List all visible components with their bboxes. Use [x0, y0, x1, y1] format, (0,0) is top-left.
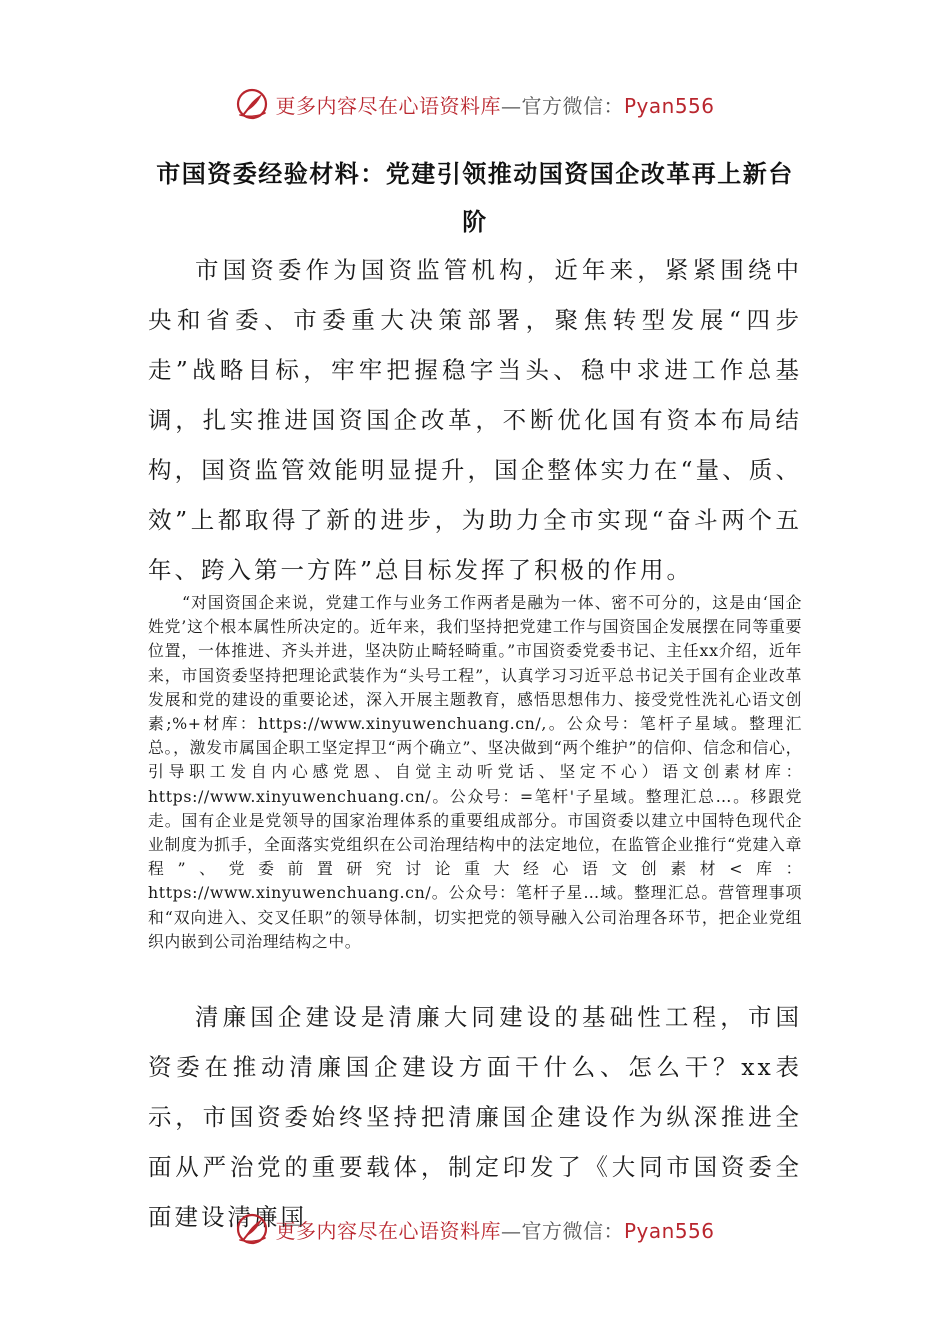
document-title: 市国资委经验材料：党建引领推动国资国企改革再上新台阶: [156, 160, 794, 236]
banner-dash: —: [500, 1218, 522, 1243]
quill-pen-logo-icon: [235, 87, 269, 121]
banner-content: [235, 87, 714, 121]
banner-sub-text: 官方微信：: [521, 93, 624, 118]
banner-wechat-id: Pyan556: [623, 1218, 715, 1243]
banner-main-text: 更多内容尽在心语资料库: [275, 1218, 501, 1243]
banner-wechat-id: Pyan556: [623, 93, 715, 118]
paragraph-intro: 市国资委作为国资监管机构，近年来，紧紧围绕中央和省委、市委重大决策部署，聚焦转型发展“四步走”战略目标，牢牢把握稳字当头、稳中求进工作总基调，扎实推进国资国企改革，不断优化国有资本布局结构，国资监管效能明显提升，国企整体实力在“量、质、效”上都取得了新的进步，为助力全市实现“奋斗两个五年、跨入第一方阵”总目标发挥了积极的作用。: [148, 256, 802, 584]
banner-content: [235, 1212, 714, 1246]
banner-dash: —: [500, 93, 522, 118]
paragraph-clean-enterprise: 清廉国企建设是清廉大同建设的基础性工程，市国资委在推动清廉国企建设方面干什么、怎么干？xx表示，市国资委始终坚持把清廉国企建设作为纵深推进全面从严治党的重要载体，制定印发了《大同市国资委全面建设清廉国: [148, 1003, 802, 1231]
footer-banner: [0, 1209, 950, 1249]
banner-text: [275, 90, 714, 119]
header-banner: [0, 84, 950, 124]
banner-sub-text: 官方微信：: [521, 1218, 624, 1243]
banner-text: [275, 1215, 714, 1244]
paragraph-party-building: “对国资国企来说，党建工作与业务工作两者是融为一体、密不可分的，这是由‘国企姓党’这个根本属性所决定的。近年来，我们坚持把党建工作与国资国企发展摆在同等重要位置，一体推进、齐头并进，坚决防止畸轻畸重。”市国资委党委书记、主任xx介绍，近年来，市国资委坚持把理论武装作为“头号工程”，认真学习习近平总书记关于国有企业改革发展和党的建设的重要论述，深入开展主题教育，感悟思想伟力、接受党性洗礼心语文创素;%+材库：https://www.xinyuwenchuang.cn/,。公众号：笔杆子星域。整理汇总。，激发市属国企职工坚定捍卫“两个确立”、坚决做到“两个维护”的信仰、信念和信心，引导职工发自内心感党恩、自觉主动听党话、坚定不心）语文创素材库：https://www.xinyuwenchuang.cn/。公众号：=笔杆'子星域。整理汇总…。移跟党走。国有企业是党领导的国家治理体系的重要组成部分。市国资委以建立中国特色现代企业制度为抓手，全面落实党组织在公司治理结构中的法定地位，在监管企业推行“党建入章程”、党委前置研究讨论重大经心语文创素材<库：https://www.xinyuwenchuang.cn/。公众号：笔杆子星…域。整理汇总。营管理事项和“双向进入、交叉任职”的领导体制，切实把党的领导融入公司治理各环节，把企业党组织内嵌到公司治理结构之中。: [148, 593, 802, 951]
banner-main-text: 更多内容尽在心语资料库: [275, 93, 501, 118]
quill-pen-logo-icon: [235, 1212, 269, 1246]
